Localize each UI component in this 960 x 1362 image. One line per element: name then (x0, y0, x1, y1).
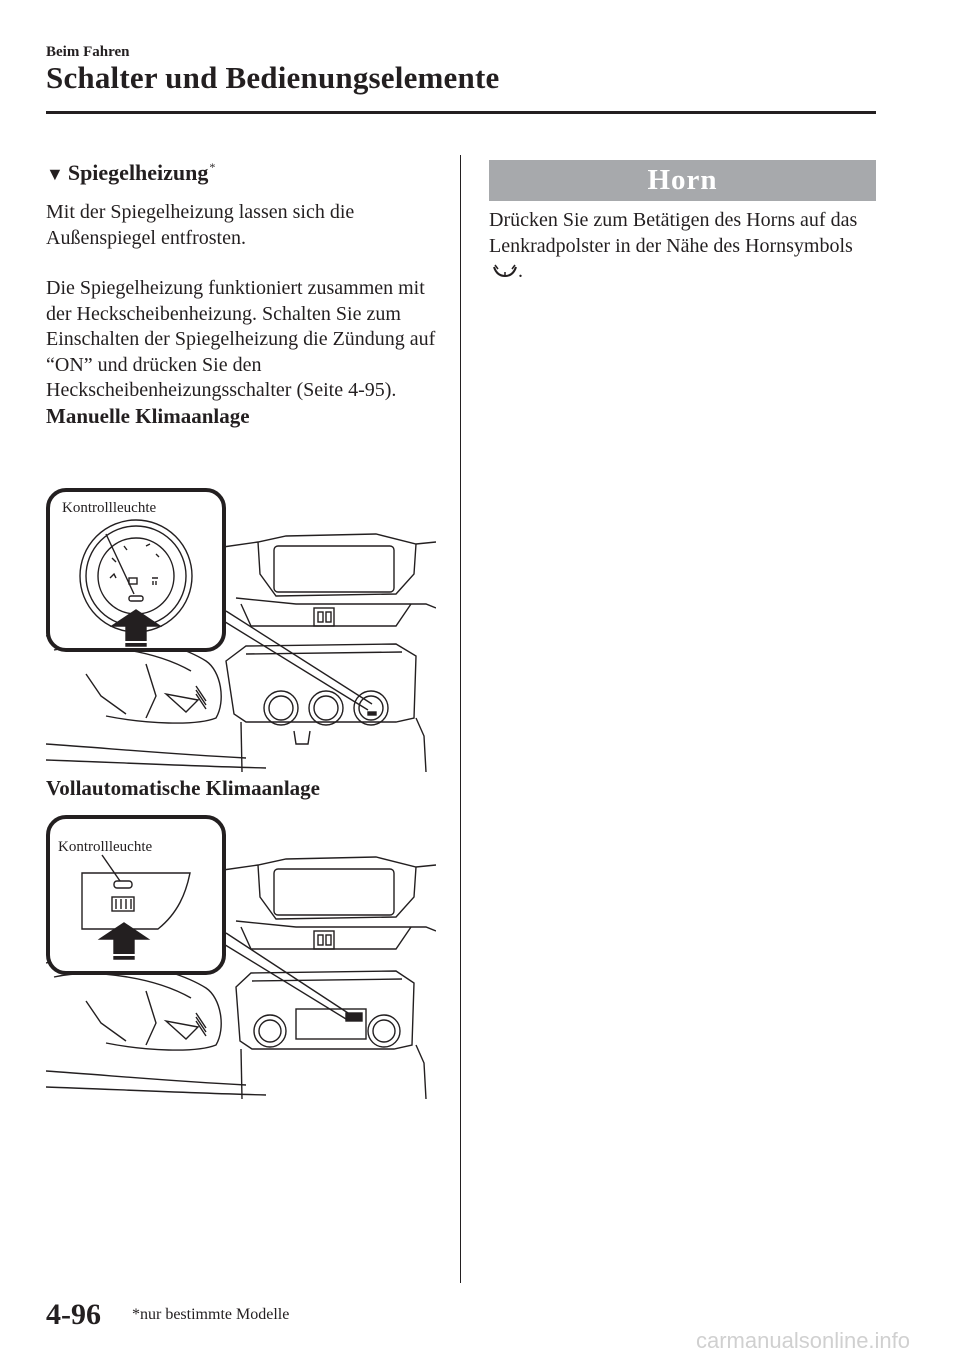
column-divider (460, 155, 461, 1283)
mirror-paragraph-1: Mit der Spiegelheizung lassen sich die Außenspiegel entfrosten. (46, 201, 355, 249)
footnote: *nur bestimmte Modelle (132, 1306, 290, 1323)
auto-climate-heading: Vollautomatische Klimaanlage (46, 776, 320, 800)
asterisk-mark: * (209, 160, 216, 174)
auto-callout-label: Kontrollleuchte (58, 839, 153, 855)
chapter-title: Schalter und Bedienungselemente (46, 60, 500, 95)
watermark: carmanualsonline.info (696, 1328, 911, 1353)
mirror-section (46, 160, 446, 429)
auto-climate-figure (46, 813, 436, 1099)
section-label: Beim Fahren (46, 44, 130, 60)
manual-callout-label: Kontrollleuchte (62, 500, 157, 516)
manual-climate-figure (46, 486, 436, 772)
mirror-paragraph-2: Die Spiegelheizung funktioniert zusammen mit der Heckscheibenheizung. Schalten Sie zum Einschalten der Spiegelheizung die Zündung auf “ON” und drücken Sie den Heckscheibenheizungsschalter (Seite 4-95). (46, 277, 436, 401)
horn-banner: Horn (489, 160, 876, 201)
horn-section (489, 160, 876, 287)
page-number: 4-96 (46, 1298, 101, 1331)
manual-climate-heading: Manuelle Klimaanlage (46, 403, 250, 428)
horn-paragraph (489, 208, 876, 287)
horn-symbol-icon (492, 261, 518, 287)
dashboard-illustration-manual (46, 486, 436, 772)
mirror-heading-text: Spiegelheizung (67, 160, 209, 185)
triangle-bullet-icon: ▼ (46, 164, 64, 184)
mirror-heading (46, 160, 446, 194)
title-rule (46, 111, 876, 114)
horn-text-end: . (518, 260, 523, 282)
horn-text: Drücken Sie zum Betätigen des Horns auf das Lenkradpolster in der Nähe des Hornsymbols (489, 209, 858, 257)
dashboard-illustration-auto (46, 813, 436, 1099)
